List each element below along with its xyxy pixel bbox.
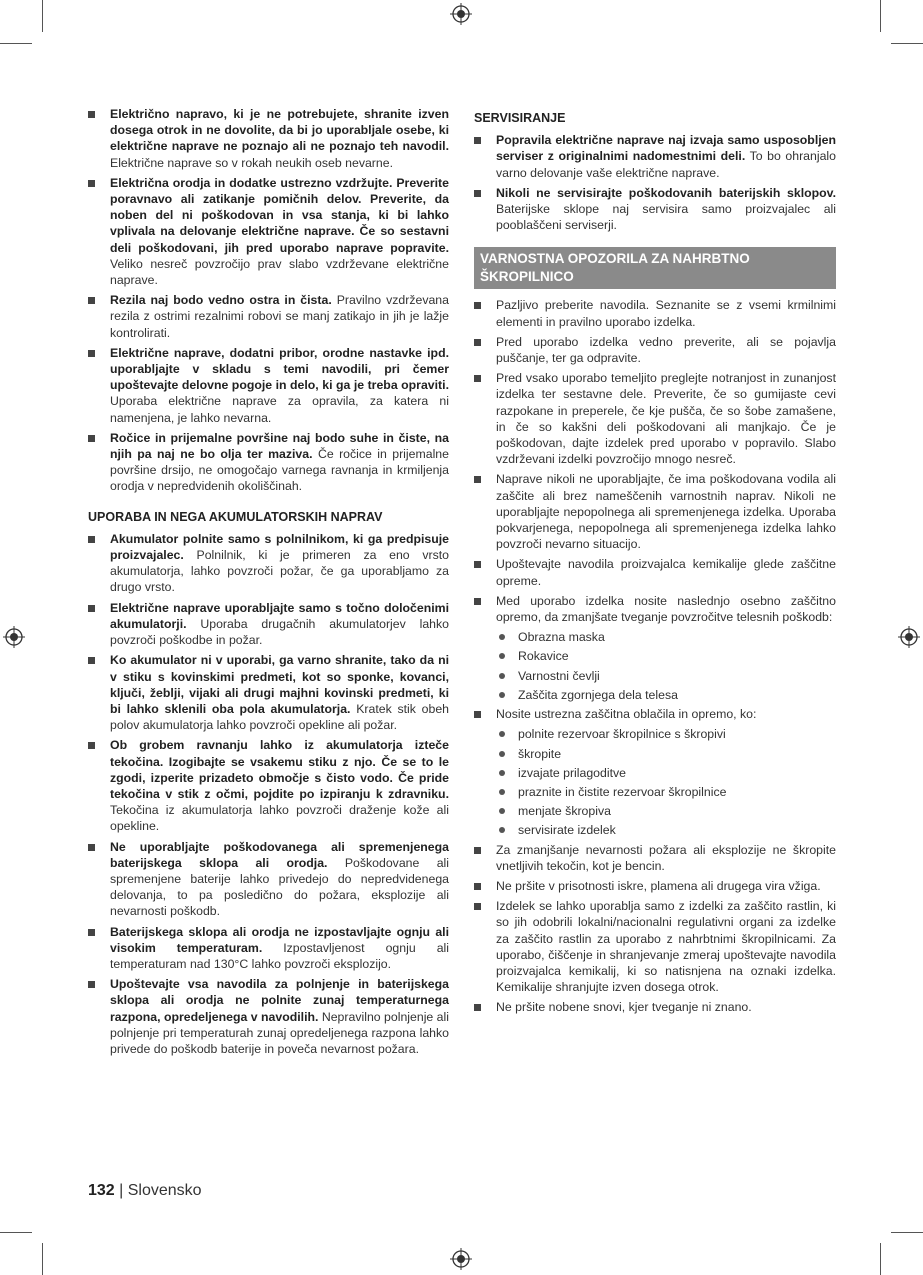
item-text: Poškodovane ali spremenjene baterije lahko privedejo do nepredvidenega delovanja, to pa posledično do požara, eksplozije ali nevarnosti poškodb. bbox=[110, 855, 450, 919]
sub-list-item bbox=[474, 784, 836, 800]
sub-list-item bbox=[474, 822, 836, 838]
registration-mark-icon bbox=[3, 626, 25, 648]
item-text: Med uporabo izdelka nosite naslednjo osebno zaščitno opremo, da zmanjšate tveganje povzročitve telesnih poškodb: bbox=[496, 593, 836, 625]
bullet-square-icon bbox=[88, 929, 95, 936]
bullet-dot-icon bbox=[499, 692, 505, 698]
battery-care-list bbox=[88, 531, 449, 1057]
item-text: Izpostavljenost ognju ali temperaturam nad 130°C lahko povzroči eksplozijo. bbox=[110, 940, 449, 971]
battery-section-heading: UPORABA IN NEGA AKUMULATORSKIH NAPRAV bbox=[88, 509, 383, 524]
list-item bbox=[88, 600, 449, 649]
bullet-dot-icon bbox=[499, 634, 505, 640]
item-text: Pravilno vzdrževana rezila z ostrimi rezalnimi robovi se manj zatikajo in jih je lažje kontrolirati. bbox=[110, 293, 449, 340]
bullet-dot-icon bbox=[499, 751, 505, 757]
list-item bbox=[88, 106, 449, 171]
bullet-square-icon bbox=[88, 435, 95, 442]
item-text: Uporaba drugačnih akumulatorjev lahko povzroči poškodbe in požar. bbox=[110, 616, 449, 648]
bullet-square-icon bbox=[88, 111, 95, 118]
list-item bbox=[474, 297, 836, 329]
item-text: Polnilnik, ki je primeren za eno vrsto akumulatorja, lahko povzroči požar, če ga uporabljamo za drugo vrsto. bbox=[110, 548, 449, 595]
bullet-square-icon bbox=[88, 981, 95, 988]
item-text: Upoštevajte navodila proizvajalca kemikalije glede zaščitne opreme. bbox=[496, 557, 836, 588]
list-item bbox=[474, 898, 836, 995]
bullet-square-icon bbox=[474, 561, 481, 568]
item-text: Veliko nesreč povzročijo prav slabo vzdrževane električne naprave. bbox=[110, 256, 449, 288]
item-bold-text: Baterijskega sklopa ali orodja ne izpostavljajte ognju ali visokim temperaturam. bbox=[110, 924, 449, 955]
item-text: Tekočina iz akumulatorja lahko povzroči draženje kože ali opekline. bbox=[110, 803, 449, 834]
bullet-square-icon bbox=[474, 137, 481, 144]
item-bold-text: Električno napravo, ki je ne potrebujete, shranite izven dosega otrok in ne dovolite, da bi jo uporabljale osebe, ki električne naprave ne poznajo ali ne poznajo teh navodil. bbox=[110, 107, 449, 154]
bullet-square-icon bbox=[474, 883, 481, 890]
bullet-dot-icon bbox=[499, 673, 505, 679]
sub-item-text: praznite in čistite rezervoar škropilnice bbox=[518, 784, 727, 799]
list-item bbox=[88, 175, 449, 288]
ppe-sublist bbox=[474, 629, 836, 703]
list-item bbox=[474, 334, 836, 366]
sub-item-text: polnite rezervoar škropilnice s škropivi bbox=[518, 727, 726, 742]
bullet-dot-icon bbox=[499, 731, 505, 737]
registration-mark-icon bbox=[450, 3, 472, 25]
sub-item-text: servisirate izdelek bbox=[518, 823, 616, 838]
item-text: Pred uporabo izdelka vedno preverite, ali se pojavlja puščanje, ter ga odpravite. bbox=[496, 334, 836, 366]
list-item bbox=[474, 556, 836, 588]
list-item bbox=[88, 345, 449, 426]
crop-mark bbox=[880, 1243, 881, 1275]
page-footer bbox=[88, 1182, 202, 1200]
list-item bbox=[474, 593, 836, 625]
list-item bbox=[88, 839, 449, 920]
list-item bbox=[474, 471, 836, 552]
sub-item-text: Obrazna maska bbox=[518, 630, 605, 645]
list-item bbox=[88, 737, 449, 834]
item-text: Nepravilno polnjenje ali polnjenje pri temperaturah zunaj opredeljenega razpona lahko privede do poškodb baterije in poveča nevarnost požara. bbox=[110, 1009, 449, 1056]
item-text: Če ročice in prijemalne površine drsijo, ne omogočajo varnega ravnanja in krmiljenja orodja v nepredvidenih okoliščinah. bbox=[110, 447, 449, 494]
bullet-dot-icon bbox=[499, 789, 505, 795]
service-list bbox=[474, 132, 836, 233]
list-item bbox=[474, 706, 836, 722]
banner-line-1: VARNOSTNA OPOZORILA ZA NAHRBTNO bbox=[480, 251, 750, 267]
sub-list-item bbox=[474, 629, 836, 645]
item-text: Ne pršite nobene snovi, kjer tveganje ni znano. bbox=[496, 1000, 752, 1015]
item-bold-text: Električne naprave, dodatni pribor, orodne nastavke ipd. uporabljajte v skladu s temi navodili, pri čemer upoštevajte delovne pogoje in delo, ki ga je treba opraviti. bbox=[110, 345, 449, 393]
sub-list-item bbox=[474, 746, 836, 762]
item-bold-text: Popravila električne naprave naj izvaja samo usposobljen serviser z originalnimi nadomestnimi deli. bbox=[496, 133, 836, 164]
sub-item-text: škropite bbox=[518, 746, 562, 761]
sub-item-text: izvajate prilagoditve bbox=[518, 765, 627, 780]
item-bold-text: Upoštevajte vsa navodila za polnjenje in baterijskega sklopa ali orodja ne polnite zunaj temperaturnega razpona, opredeljenega v navodilih. bbox=[110, 977, 449, 1024]
bullet-square-icon bbox=[88, 657, 95, 664]
bullet-square-icon bbox=[474, 847, 481, 854]
bullet-square-icon bbox=[474, 190, 481, 197]
item-bold-text: Električne naprave uporabljajte samo s točno določenimi akumulatorji. bbox=[110, 600, 449, 631]
crop-mark bbox=[42, 1243, 43, 1275]
bullet-dot-icon bbox=[499, 808, 505, 814]
bullet-square-icon bbox=[474, 375, 481, 382]
bullet-square-icon bbox=[474, 339, 481, 346]
sub-list-item bbox=[474, 765, 836, 781]
list-item bbox=[474, 132, 836, 181]
sub-list-item bbox=[474, 726, 836, 742]
list-item bbox=[88, 976, 449, 1057]
clothing-sublist bbox=[474, 726, 836, 838]
bullet-square-icon bbox=[88, 536, 95, 543]
item-text: Električne naprave so v rokah neukih oseb nevarne. bbox=[110, 155, 393, 170]
sub-item-text: Rokavice bbox=[518, 649, 569, 664]
list-item bbox=[88, 430, 449, 495]
bullet-dot-icon bbox=[499, 653, 505, 659]
list-item bbox=[88, 292, 449, 341]
sub-item-text: menjate škropiva bbox=[518, 804, 611, 819]
sprayer-warnings-list bbox=[474, 297, 836, 625]
item-text: Izdelek se lahko uporablja samo z izdelki za zaščito rastlin, ki so jih odobrili lokalni/nacionalni regulativni organi za izdelke za zaščito rastlin za uporabo z nahrbtnimi škropilnicami. Za uporabo, čiščenje in shranjevanje zmeraj upoštevajte navodila proizvajalca kemikalij, ki so natisnjena na oznaki izdelka. Kemikalije shranjujte izven dosega otrok. bbox=[496, 899, 836, 995]
left-column bbox=[88, 106, 449, 1061]
sub-list-item bbox=[474, 687, 836, 703]
item-text: Kratek stik obeh polov akumulatorja lahko povzroči opekline ali požar. bbox=[110, 701, 449, 733]
item-bold-text: Ročice in prijemalne površine naj bodo suhe in čiste, na njih pa naj ne bo olja ter maziva. bbox=[110, 430, 449, 462]
bullet-square-icon bbox=[88, 180, 95, 187]
item-text: Uporaba električne naprave za opravila, za katera ni namenjena, je lahko nevarna. bbox=[110, 394, 449, 425]
crop-mark bbox=[0, 1232, 32, 1233]
footer-language: Slovensko bbox=[127, 1182, 202, 1199]
item-text: Baterijske sklope naj servisira samo proizvajalec ali pooblaščeni serviserji. bbox=[496, 202, 836, 233]
item-text: Pred vsako uporabo temeljito preglejte notranjost in zunanjost izdelka ter sestavne dele. Preverite, če so gumijaste cevi razpokane in preperele, če kje pušča, če so šobe zamašene, in če so kakšni deli poškodovani ali manjkajo. Če je poškodovan, dajte izdelek pred uporabo v popravilo. Slabo vzdrževani izdelki povzročijo mnogo nesreč. bbox=[496, 371, 836, 467]
sub-item-text: Zaščita zgornjega dela telesa bbox=[518, 687, 678, 702]
list-item bbox=[474, 185, 836, 234]
item-text: Naprave nikoli ne uporabljajte, če ima poškodovana vodila ali zaščite ali brez nameščenih varnostnih naprav. Nikoli ne uporabljajte nepopolnega ali spremenjenega izdelka. Uporaba pokvarjenega, nepopolnega ali spremenjenega izdelka lahko povzroči nevarno situacijo. bbox=[496, 472, 836, 552]
bullet-square-icon bbox=[88, 297, 95, 304]
bullet-square-icon bbox=[474, 598, 481, 605]
list-item bbox=[88, 924, 449, 973]
item-bold-text: Ne uporabljajte poškodovanega ali spremenjenega baterijskega sklopa ali orodja. bbox=[110, 839, 449, 870]
tool-maintenance-list bbox=[88, 106, 449, 495]
clothing-item-text: Nosite ustrezna zaščitna oblačila in opremo, ko: bbox=[496, 707, 757, 722]
right-column bbox=[474, 106, 836, 1020]
item-bold-text: Rezila naj bodo vedno ostra in čista. bbox=[110, 293, 332, 308]
bullet-square-icon bbox=[474, 1004, 481, 1011]
banner-line-2: ŠKROPILNICO bbox=[480, 269, 574, 285]
bullet-square-icon bbox=[88, 350, 95, 357]
sprayer-warnings-banner bbox=[474, 247, 836, 289]
list-item bbox=[474, 370, 836, 467]
page-number: 132 bbox=[88, 1182, 115, 1199]
sprayer-warnings-list-2 bbox=[474, 842, 836, 1016]
item-bold-text: Ko akumulator ni v uporabi, ga varno shranite, tako da ni v stiku s kovinskimi predmeti, kot so sponke, kovanci, ključi, žeblji, vijaki ali drugi majhni kovinski predmeti, ki bi lahko sklenili oba pola akumulatorja. bbox=[110, 653, 449, 716]
item-text: Za zmanjšanje nevarnosti požara ali eksplozije ne škropite vnetljivih tekočin, kot je bencin. bbox=[496, 842, 836, 873]
crop-mark bbox=[0, 43, 32, 44]
bullet-square-icon bbox=[474, 711, 481, 718]
item-bold-text: Nikoli ne servisirajte poškodovanih baterijskih sklopov. bbox=[496, 185, 836, 200]
item-text: Pazljivo preberite navodila. Seznanite se z vsemi krmilnimi elementi in pravilno uporabo izdelka. bbox=[496, 298, 836, 329]
sub-list-item bbox=[474, 803, 836, 819]
bullet-square-icon bbox=[88, 605, 95, 612]
footer-separator: | bbox=[114, 1182, 128, 1199]
crop-mark bbox=[42, 0, 43, 32]
list-item bbox=[474, 999, 836, 1015]
bullet-square-icon bbox=[474, 903, 481, 910]
crop-mark bbox=[891, 43, 923, 44]
service-section-heading: SERVISIRANJE bbox=[474, 111, 566, 125]
item-bold-text: Električna orodja in dodatke ustrezno vzdržujte. Preverite poravnavo ali zatikanje pomičnih delov. Preverite, da noben del ni poškodovan in vsa stanja, ki bi lahko vplivala na delovanje električne naprave. Če so sestavni deli poškodovani, jih pred uporabo naprave popravite. bbox=[110, 175, 449, 255]
item-text: Ne pršite v prisotnosti iskre, plamena ali drugega vira vžiga. bbox=[496, 878, 821, 893]
sub-list-item bbox=[474, 668, 836, 684]
item-bold-text: Ob grobem ravnanju lahko iz akumulatorja izteče tekočina. Izogibajte se vsakemu stiku z njo. Če se to le zgodi, izperite prizadeto območje s čisto vodo. Če pride tekočina v stik z očmi, pojdite po izpiranju k zdravniku. bbox=[110, 738, 449, 801]
bullet-square-icon bbox=[88, 742, 95, 749]
bullet-dot-icon bbox=[499, 827, 505, 833]
crop-mark bbox=[891, 1232, 923, 1233]
sub-list-item bbox=[474, 648, 836, 664]
registration-mark-icon bbox=[898, 626, 920, 648]
sub-item-text: Varnostni čevlji bbox=[518, 668, 600, 683]
registration-mark-icon bbox=[450, 1248, 472, 1270]
item-bold-text: Akumulator polnite samo s polnilnikom, ki ga predpisuje proizvajalec. bbox=[110, 531, 449, 563]
list-item bbox=[474, 842, 836, 874]
item-text: To bo ohranjalo varno delovanje vaše električne naprave. bbox=[496, 149, 836, 180]
list-item bbox=[88, 652, 449, 733]
bullet-square-icon bbox=[88, 844, 95, 851]
list-item bbox=[88, 531, 449, 596]
list-item bbox=[474, 878, 836, 894]
bullet-dot-icon bbox=[499, 770, 505, 776]
bullet-square-icon bbox=[474, 302, 481, 309]
bullet-square-icon bbox=[474, 476, 481, 483]
crop-mark bbox=[880, 0, 881, 32]
